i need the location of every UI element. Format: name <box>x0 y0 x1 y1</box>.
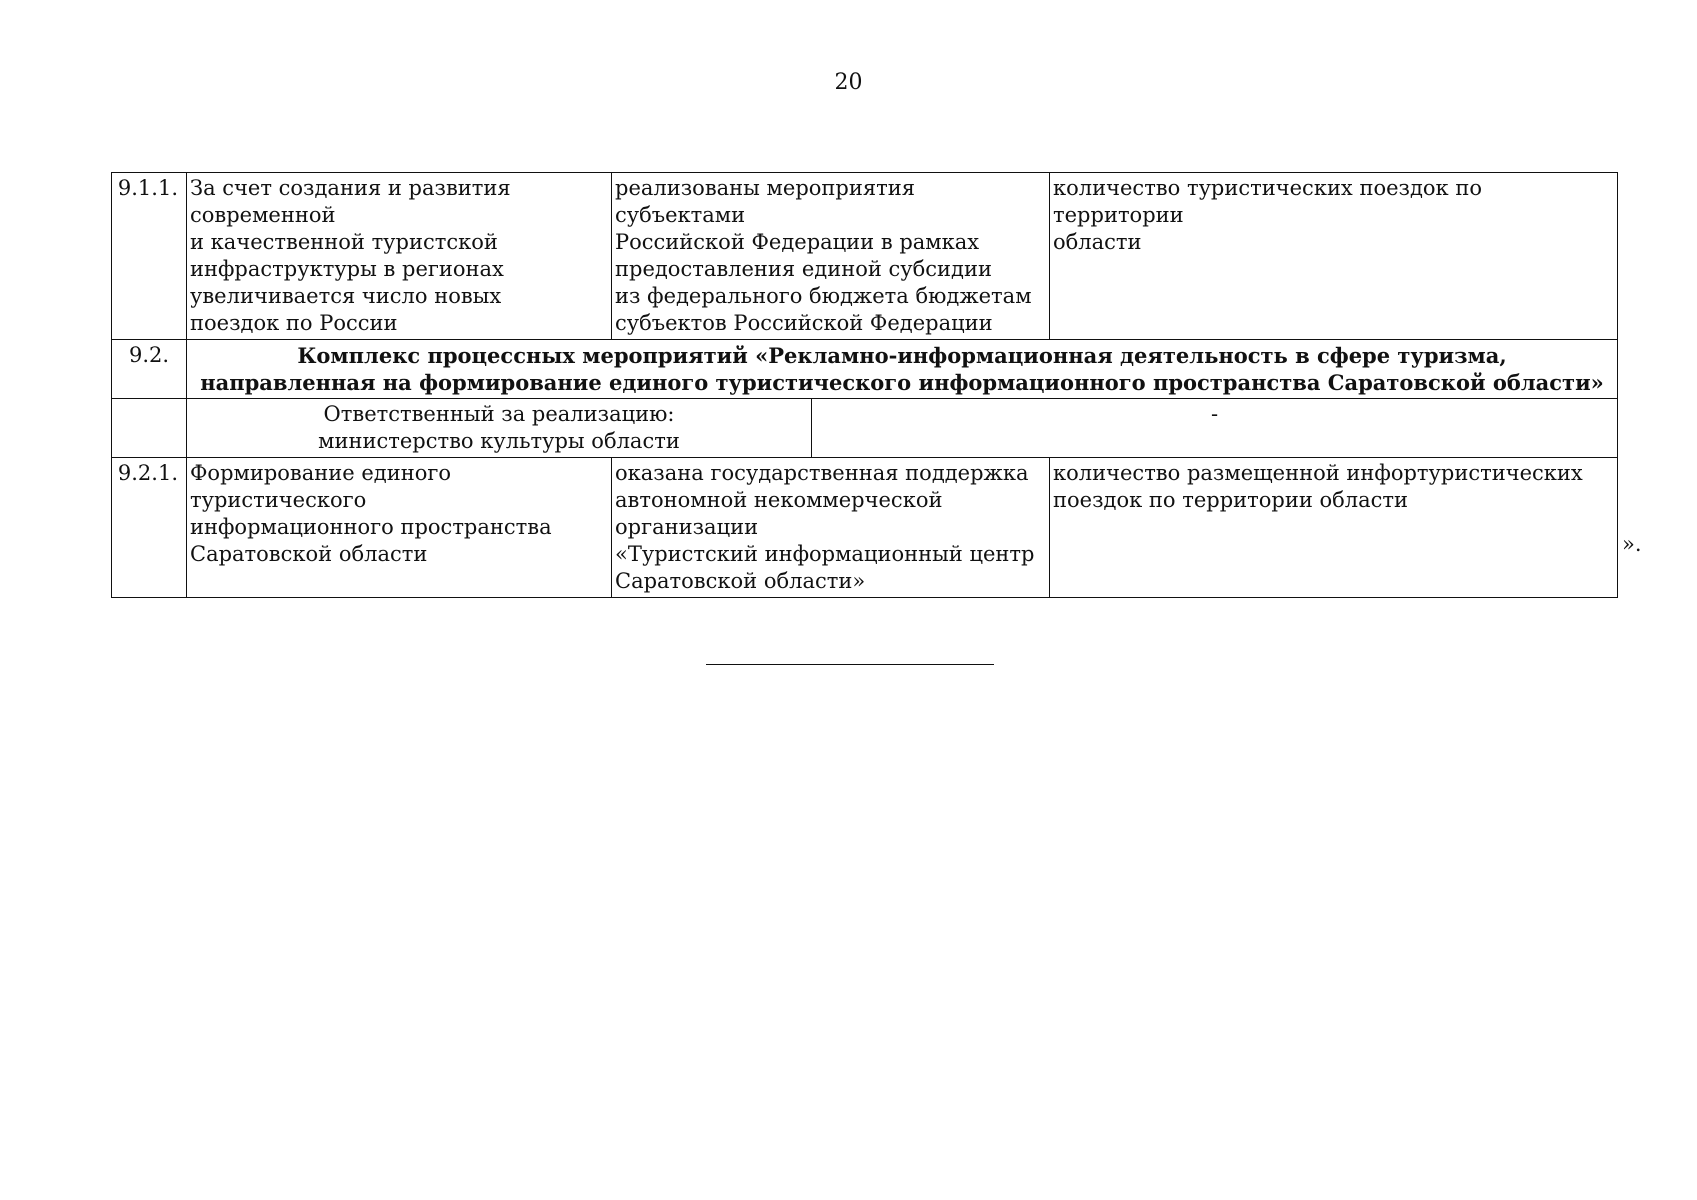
row-number: 9.1.1. <box>112 173 187 340</box>
table-row-responsible <box>112 399 1618 458</box>
description-cell: реализованы мероприятия субъектами Российской Федерации в рамках предоставления единой субсидии из федерального бюджета бюджетам субъектов Российской Федерации <box>612 173 1050 340</box>
table-row-9-1-1 <box>112 173 1618 340</box>
table-row-9-2 <box>112 340 1618 399</box>
table-row-9-2-1 <box>112 458 1618 598</box>
description-cell: оказана государственная поддержка автономной некоммерческой организации «Туристский информационный центр Саратовской области» <box>612 458 1050 598</box>
task-cell: Формирование единого туристического информационного пространства Саратовской области <box>187 458 612 598</box>
page-number: 20 <box>834 70 863 95</box>
responsible-label: Ответственный за реализацию: министерство культуры области <box>187 399 812 458</box>
row-number: 9.2.1. <box>112 458 187 598</box>
section-title: Комплекс процессных мероприятий «Рекламно-информационная деятельность в сфере туризма, направленная на формирование единого туристического информационного пространства Саратовской области» <box>187 340 1618 399</box>
row-number: 9.2. <box>112 340 187 399</box>
indicator-cell: количество размещенной инфортуристических поездок по территории области <box>1050 458 1618 598</box>
indicator-cell: количество туристических поездок по территории области <box>1050 173 1618 340</box>
end-of-document-rule <box>706 664 994 665</box>
empty-cell <box>112 399 187 458</box>
program-table <box>111 172 1618 598</box>
closing-quote: ». <box>1622 532 1642 556</box>
task-cell: За счет создания и развития современной и качественной туристской инфраструктуры в регионах увеличивается число новых поездок по России <box>187 173 612 340</box>
responsible-value: - <box>812 399 1618 458</box>
